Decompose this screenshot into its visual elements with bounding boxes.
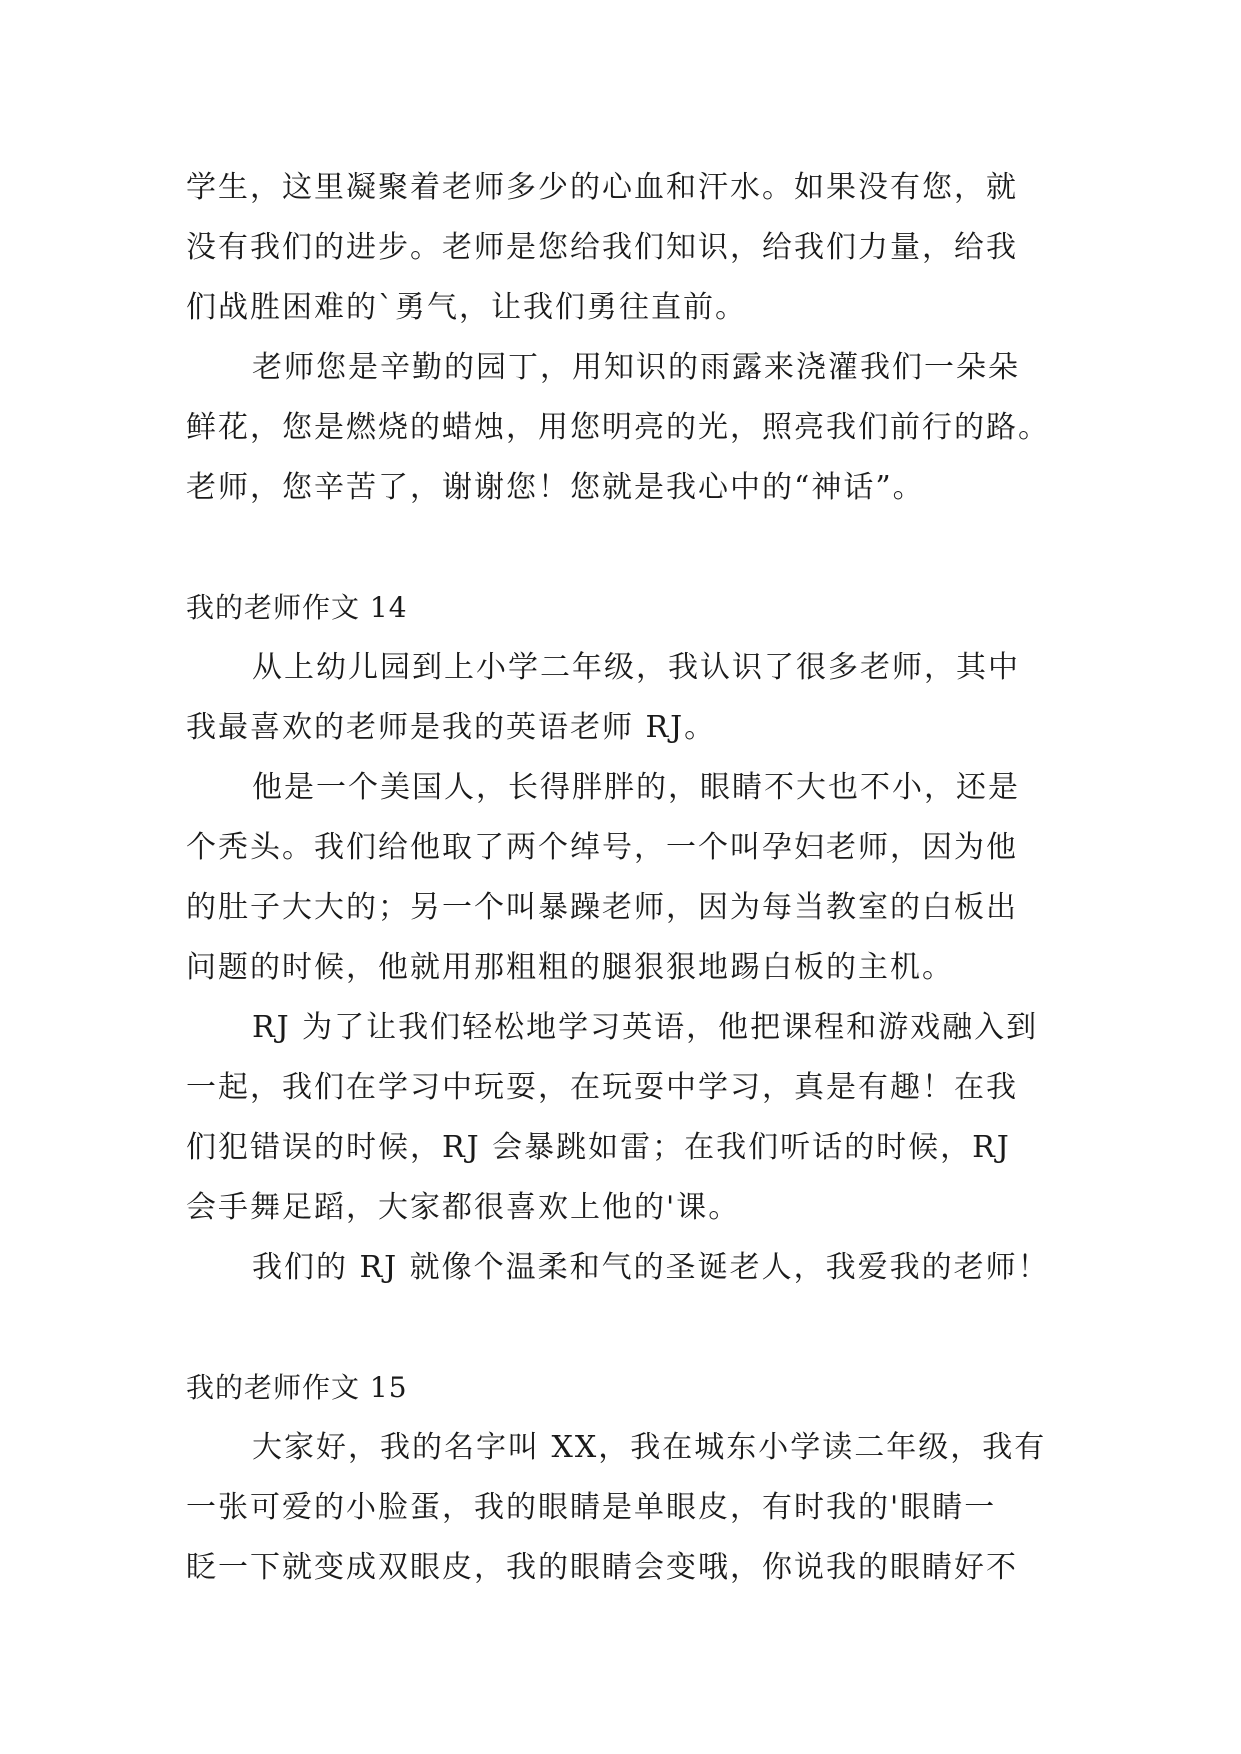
text-line: 们犯错误的时候，RJ 会暴跳如雷；在我们听话的时候，RJ	[186, 1130, 1011, 1165]
text-line: 个秃头。我们给他取了两个绰号，一个叫孕妇老师，因为他	[186, 830, 1018, 865]
paragraph	[186, 1238, 1056, 1298]
paragraph	[186, 638, 1056, 758]
spacer	[186, 518, 1056, 578]
essay-title: 我的老师作文 14	[186, 591, 408, 624]
text-line: 我们的 RJ 就像个温柔和气的圣诞老人，我爱我的老师！	[252, 1250, 1050, 1285]
paragraph	[186, 998, 1056, 1238]
text-line: 老师您是辛勤的园丁，用知识的雨露来浇灌我们一朵朵	[252, 350, 1020, 385]
text-line: 他是一个美国人，长得胖胖的，眼睛不大也不小，还是	[252, 770, 1020, 805]
paragraph	[186, 338, 1056, 518]
paragraph	[186, 758, 1056, 998]
text-line: 没有我们的进步。老师是您给我们知识，给我们力量，给我	[186, 230, 1018, 265]
text-line: 学生，这里凝聚着老师多少的心血和汗水。如果没有您，就	[186, 170, 1018, 205]
text-line: 的肚子大大的；另一个叫暴躁老师，因为每当教室的白板出	[186, 890, 1018, 925]
paragraph	[186, 158, 1056, 338]
text-line: 眨一下就变成双眼皮，我的眼睛会变哦，你说我的眼睛好不	[186, 1550, 1018, 1585]
text-line: 大家好，我的名字叫 XX，我在城东小学读二年级，我有	[252, 1430, 1047, 1465]
text-line: 鲜花，您是燃烧的蜡烛，用您明亮的光，照亮我们前行的路。	[186, 410, 1050, 445]
essay-15	[186, 1358, 1056, 1598]
essay-14	[186, 578, 1056, 1298]
text-line: 从上幼儿园到上小学二年级，我认识了很多老师，其中	[252, 650, 1020, 685]
spacer	[186, 1298, 1056, 1358]
text-line: 我最喜欢的老师是我的英语老师 RJ。	[186, 710, 717, 745]
essay-title: 我的老师作文 15	[186, 1371, 408, 1404]
text-line: RJ 为了让我们轻松地学习英语，他把课程和游戏融入到	[252, 1010, 1039, 1045]
text-line: 老师，您辛苦了，谢谢您！您就是我心中的“神话”。	[186, 470, 925, 505]
text-line: 会手舞足蹈，大家都很喜欢上他的'课。	[186, 1190, 741, 1225]
paragraph	[186, 1418, 1056, 1598]
text-line: 问题的时候，他就用那粗粗的腿狠狠地踢白板的主机。	[186, 950, 954, 985]
text-line: 一张可爱的小脸蛋，我的眼睛是单眼皮，有时我的'眼睛一	[186, 1490, 997, 1525]
text-line: 一起，我们在学习中玩耍，在玩耍中学习，真是有趣！在我	[186, 1070, 1018, 1105]
text-line: 们战胜困难的`勇气，让我们勇往直前。	[186, 290, 747, 325]
document-body	[186, 158, 1056, 1598]
